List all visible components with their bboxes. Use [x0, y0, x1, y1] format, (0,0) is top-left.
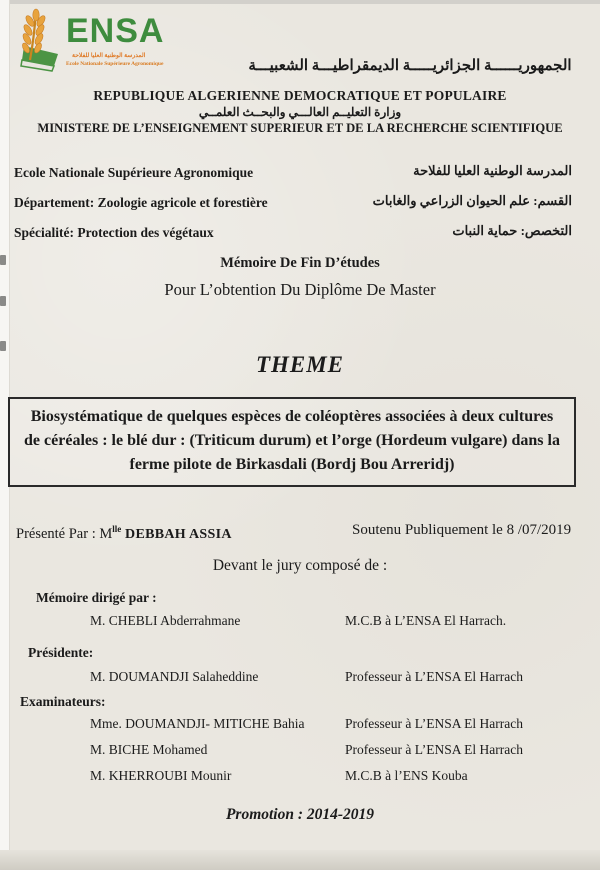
institution-block-french	[14, 158, 268, 248]
memoir-purpose: Pour L’obtention Du Diplôme De Master	[164, 280, 436, 299]
scan-artifact	[0, 341, 6, 351]
scan-edge-bottom	[0, 850, 600, 870]
jury-heading-supervisor: Mémoire dirigé par :	[36, 590, 157, 605]
jury-member-role: Professeur à L’ENSA El Harrach	[345, 669, 523, 684]
logo-tagline-french: Ecole Nationale Supérieure Agronomique	[66, 61, 164, 67]
header-republic-french: REPUBLIQUE ALGERIENNE DEMOCRATIQUE ET POPULAIRE	[93, 88, 507, 103]
speciality-fr: Spécialité: Protection des végétaux	[14, 225, 214, 240]
jury-member-name: M. CHEBLI Abderrahmane	[90, 613, 241, 628]
logo-tagline-arabic: المدرسة الوطنية العليا للفلاحة	[72, 53, 146, 59]
jury-member-role: M.C.B à l’ENS Kouba	[345, 768, 468, 783]
jury-member-name: M. KHERROUBI Mounir	[90, 768, 232, 783]
presented-by-line	[16, 524, 232, 543]
defense-date-line: Soutenu Publiquement le 8 /07/2019	[352, 522, 572, 538]
department-ar: القسم: علم الحيوان الزراعي والغابات	[372, 193, 572, 208]
memoir-type: Mémoire De Fin D’études	[220, 255, 380, 271]
header-ministry-french: MINISTERE DE L’ENSEIGNEMENT SUPERIEUR ET DE LA RECHERCHE SCIENTIFIQUE	[37, 121, 563, 135]
jury-member-role: Professeur à L’ENSA El Harrach	[345, 742, 523, 757]
presented-by-label: Présenté Par : M	[16, 525, 113, 542]
jury-member-role: Professeur à L’ENSA El Harrach	[345, 716, 523, 731]
speciality-ar: التخصص: حماية النبات	[452, 223, 572, 238]
jury-heading-examiners: Examinateurs:	[20, 694, 106, 709]
author-name: DEBBAH ASSIA	[121, 526, 232, 542]
school-name-ar: المدرسة الوطنية العليا للفلاحة	[413, 163, 572, 178]
institution-block-arabic	[373, 156, 572, 246]
jury-intro-line: Devant le jury composé de :	[212, 557, 388, 574]
jury-member-role: M.C.B à L’ENSA El Harrach.	[345, 613, 507, 628]
presented-by-superscript: lle	[112, 524, 122, 534]
promotion-line: Promotion : 2014-2019	[225, 806, 375, 823]
theme-label: THEME	[255, 352, 345, 377]
header-republic-arabic: الجمهوريــــــة الجزائريـــــة الديمقراطيـــة الشعبيـــة	[248, 58, 572, 74]
scan-edge-top	[0, 0, 600, 4]
school-name-fr: Ecole Nationale Supérieure Agronomique	[14, 165, 254, 180]
logo-wordmark: ENSA	[66, 12, 165, 50]
jury-member-name: M. DOUMANDJI Salaheddine	[90, 669, 259, 684]
jury-member-name: Mme. DOUMANDJI- MITICHE Bahia	[90, 716, 305, 731]
header-ministry-arabic: وزارة التعليــم العالـــي والبحــث العلمــي	[198, 105, 402, 119]
jury-member-name: M. BICHE Mohamed	[90, 742, 208, 757]
department-fr: Département: Zoologie agricole et forestière	[14, 195, 268, 210]
jury-heading-president: Présidente:	[28, 645, 94, 660]
thesis-title-box: Biosystématique de quelques espèces de coléoptères associées à deux cultures de céréales : le blé dur : (Triticum durum) et l’orge (Hordeum vulgare) dans la ferme pilote de Birkasdali (Bordj Bou Arreridj)	[8, 397, 576, 487]
